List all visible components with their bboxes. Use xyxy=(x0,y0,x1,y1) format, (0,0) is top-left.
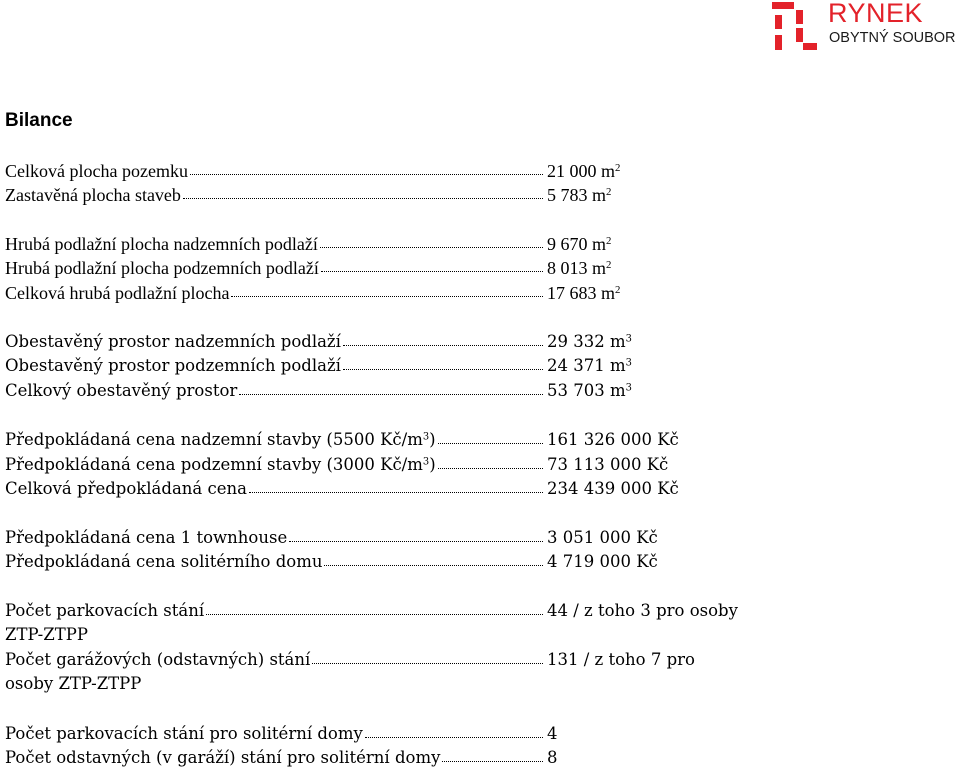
row-value: 3 051 000 Kč xyxy=(547,528,658,547)
row-label: Celkový obestavěný prostor xyxy=(5,381,238,400)
dot-leader xyxy=(324,565,543,566)
row-label: Počet parkovacích stání pro solitérní domy xyxy=(5,724,363,743)
row-value: 21 000 $m^2$ xyxy=(547,161,621,181)
row-label: Celková předpokládaná cena xyxy=(5,479,247,498)
row-label: Zastavěná plocha staveb xyxy=(5,185,181,205)
row-label: Předpokládaná cena 1 townhouse xyxy=(5,528,288,547)
row-label: Počet odstavných (v garáží) stání pro solitérní domy xyxy=(5,748,441,767)
dot-leader xyxy=(438,468,543,469)
row-label: Hrubá podlažní plocha podzemních podlaží xyxy=(5,258,319,278)
rynek-logo-mark-icon xyxy=(772,2,818,50)
row-value-continuation: osoby ZTP-ZTPP xyxy=(5,674,142,693)
row-value: 44 / z toho 3 pro osoby xyxy=(547,601,738,620)
row-label: Obestavěný prostor nadzemních podlaží xyxy=(5,332,341,351)
dot-leader xyxy=(249,492,543,493)
rynek-logo xyxy=(772,0,960,52)
row-value: 234 439 000 Kč xyxy=(547,479,679,498)
dot-leader xyxy=(312,663,543,664)
dot-leader xyxy=(190,174,543,175)
row-value: 29 332 $m^3$ xyxy=(547,332,632,351)
dot-leader xyxy=(365,737,543,738)
logo-subtitle: OBYTNÝ SOUBOR xyxy=(829,30,956,46)
dot-leader xyxy=(206,614,543,615)
row-value: 5 783 $m^2$ xyxy=(547,185,612,205)
row-value: 53 703 $m^3$ xyxy=(547,381,632,400)
row-label: Předpokládaná cena nadzemní stavby (5500 $Kč/m^3$) xyxy=(5,430,436,449)
row-value: 131 / z toho 7 pro xyxy=(547,650,695,669)
row-value: 8 xyxy=(547,748,558,767)
row-label: Obestavěný prostor podzemních podlaží xyxy=(5,356,341,375)
dot-leader xyxy=(231,296,543,297)
dot-leader xyxy=(321,271,543,272)
row-label: Předpokládaná cena solitérního domu xyxy=(5,552,323,571)
row-value: 73 113 000 Kč xyxy=(547,455,669,474)
row-label: Počet garážových (odstavných) stání xyxy=(5,650,311,669)
row-value: 9 670 $m^2$ xyxy=(547,234,612,254)
dot-leader xyxy=(239,394,543,395)
row-label: Počet parkovacích stání xyxy=(5,601,205,620)
dot-leader xyxy=(442,761,543,762)
row-value: 17 683 $m^2$ xyxy=(547,283,621,303)
row-value: 161 326 000 Kč xyxy=(547,430,679,449)
row-value: 24 371 $m^3$ xyxy=(547,356,632,375)
row-value: 4 719 000 Kč xyxy=(547,552,658,571)
dot-leader xyxy=(289,541,543,542)
page-title: Bilance xyxy=(5,110,73,131)
row-label: Celková hrubá podlažní plocha xyxy=(5,283,230,303)
dot-leader xyxy=(438,443,543,444)
dot-leader xyxy=(320,247,543,248)
row-value-continuation: ZTP-ZTPP xyxy=(5,625,88,644)
dot-leader xyxy=(343,345,543,346)
row-label: Předpokládaná cena podzemní stavby (3000 $Kč/m^3$) xyxy=(5,455,436,474)
row-value: 8 013 $m^2$ xyxy=(547,258,612,278)
dot-leader xyxy=(183,198,543,199)
logo-title: RYNEK xyxy=(828,0,924,28)
row-label: Hrubá podlažní plocha nadzemních podlaží xyxy=(5,234,318,254)
row-label: Celková plocha pozemku xyxy=(5,161,188,181)
dot-leader xyxy=(343,369,543,370)
row-value: 4 xyxy=(547,724,558,743)
